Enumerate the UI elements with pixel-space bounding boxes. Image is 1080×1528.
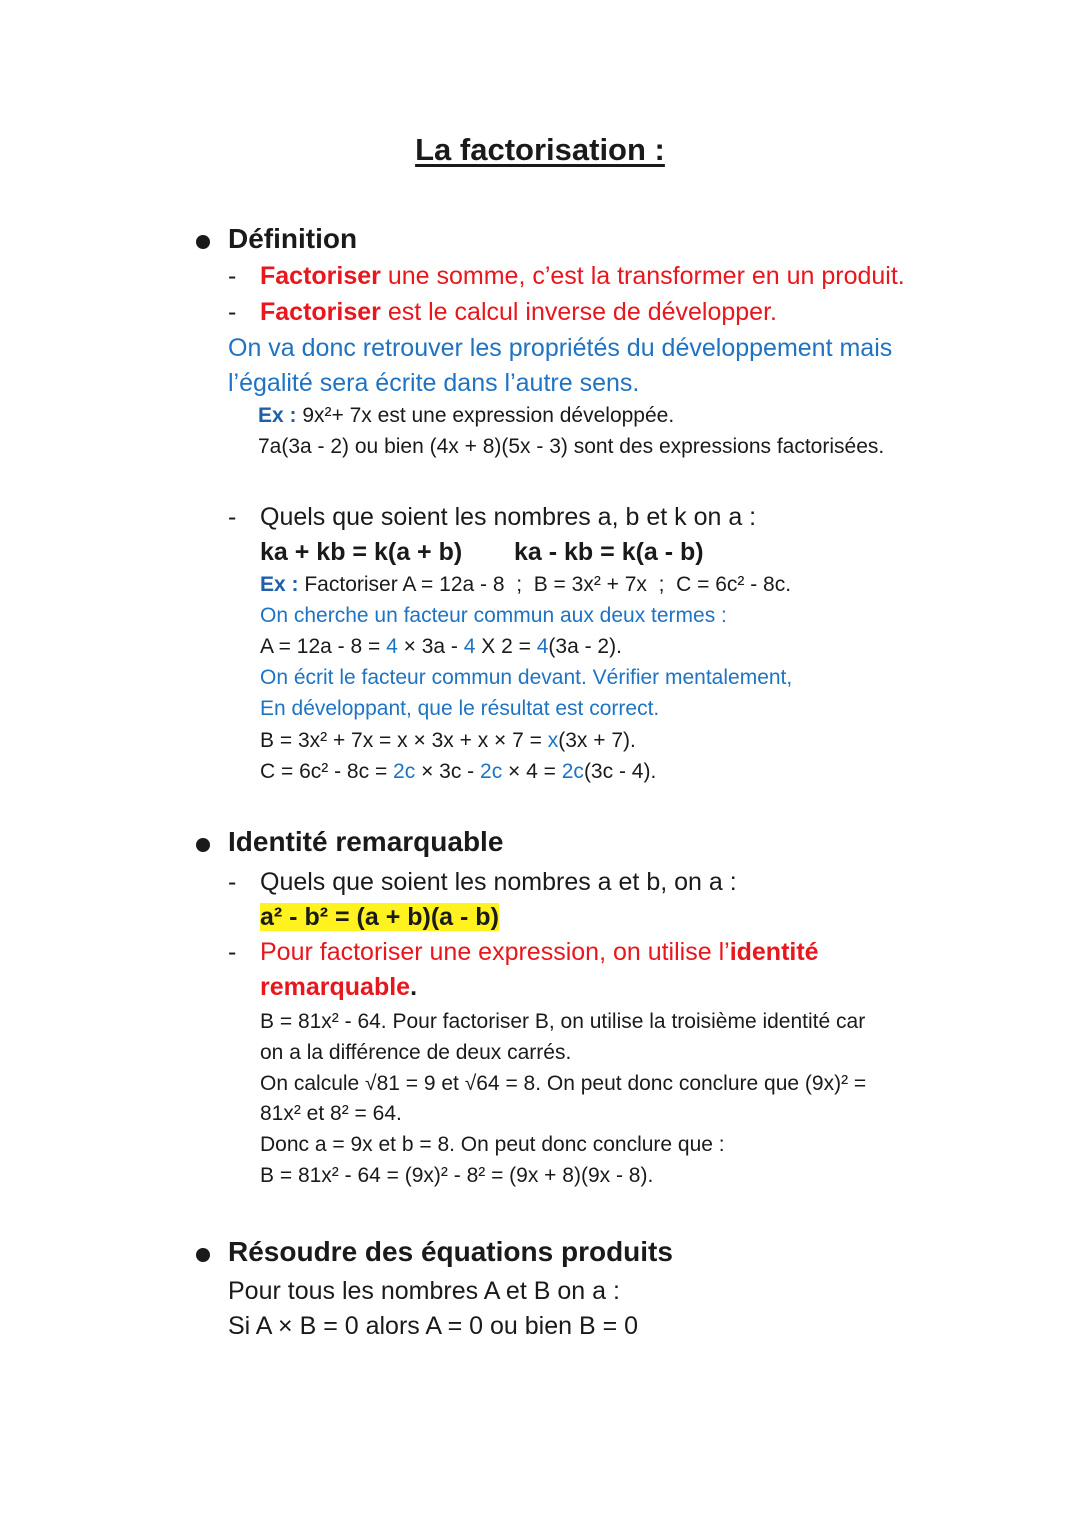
identity-rule-line-1: Pour factoriser une expression, on utilise l’identité — [260, 938, 819, 966]
page-title: La factorisation : — [415, 132, 665, 167]
dash-marker: - — [228, 938, 237, 966]
equations-heading: Résoudre des équations produits — [228, 1236, 673, 1267]
definition-example-line-1: Ex : 9x²+ 7x est une expression développée. — [258, 404, 675, 427]
bullet-icon — [196, 235, 210, 249]
definition-item-2: Factoriser est le calcul inverse de développer. — [260, 298, 777, 326]
identity-example-line-6: B = 81x² - 64 = (9x)² - 8² = (9x + 8)(9x - 8). — [260, 1164, 654, 1187]
exercise-line-b: B = 3x² + 7x = x × 3x + x × 7 = x(3x + 7). — [260, 729, 636, 752]
dash-marker: - — [228, 503, 237, 531]
identity-intro: Quels que soient les nombres a et b, on a : — [260, 868, 737, 896]
exercise-step-1: On cherche un facteur commun aux deux termes : — [260, 604, 727, 627]
dash-marker: - — [228, 298, 237, 326]
exercise-line-a: A = 12a - 8 = 4 × 3a - 4 X 2 = 4(3a - 2). — [260, 635, 622, 658]
identity-rule-line-2: remarquable. — [260, 973, 418, 1001]
definition-note-line-2: l’égalité sera écrite dans l’autre sens. — [228, 369, 640, 397]
property-formula-difference: ka - kb = k(a - b) — [514, 538, 704, 566]
property-intro: Quels que soient les nombres a, b et k on a : — [260, 503, 757, 531]
identity-example-line-2: on a la différence de deux carrés. — [260, 1041, 572, 1064]
definition-heading: Définition — [228, 223, 358, 254]
bullet-icon — [196, 1248, 210, 1262]
identity-example-line-4: 81x² et 8² = 64. — [260, 1102, 402, 1125]
exercise-step-2-line-2: En développant, que le résultat est correct. — [260, 697, 660, 720]
exercise-step-2-line-1: On écrit le facteur commun devant. Vérifier mentalement, — [260, 666, 793, 689]
exercise-line-c: C = 6c² - 8c = 2c × 3c - 2c × 4 = 2c(3c - 4). — [260, 760, 657, 783]
identity-formula: a² - b² = (a + b)(a - b) — [260, 903, 499, 931]
dash-marker: - — [228, 262, 237, 290]
property-formula-sum: ka + kb = k(a + b) — [260, 538, 463, 566]
definition-note-line-1: On va donc retrouver les propriétés du développement mais — [228, 334, 893, 362]
identity-example-line-1: B = 81x² - 64. Pour factoriser B, on utilise la troisième identité car — [260, 1010, 866, 1033]
identity-example-line-3: On calcule √81 = 9 et √64 = 8. On peut donc conclure que (9x)² = — [260, 1072, 867, 1095]
equations-line-2: Si A × B = 0 alors A = 0 ou bien B = 0 — [228, 1312, 639, 1340]
identity-example-line-5: Donc a = 9x et b = 8. On peut donc conclure que : — [260, 1133, 725, 1156]
equations-line-1: Pour tous les nombres A et B on a : — [228, 1277, 620, 1305]
exercise-statement: Ex : Factoriser A = 12a - 8 ; B = 3x² + 7x ; C = 6c² - 8c. — [260, 573, 792, 596]
identity-heading: Identité remarquable — [228, 826, 504, 857]
definition-example-line-2: 7a(3a - 2) ou bien (4x + 8)(5x - 3) sont des expressions factorisées. — [258, 435, 885, 458]
definition-item-1: Factoriser une somme, c’est la transformer en un produit. — [260, 262, 905, 290]
dash-marker: - — [228, 868, 237, 896]
bullet-icon — [196, 838, 210, 852]
